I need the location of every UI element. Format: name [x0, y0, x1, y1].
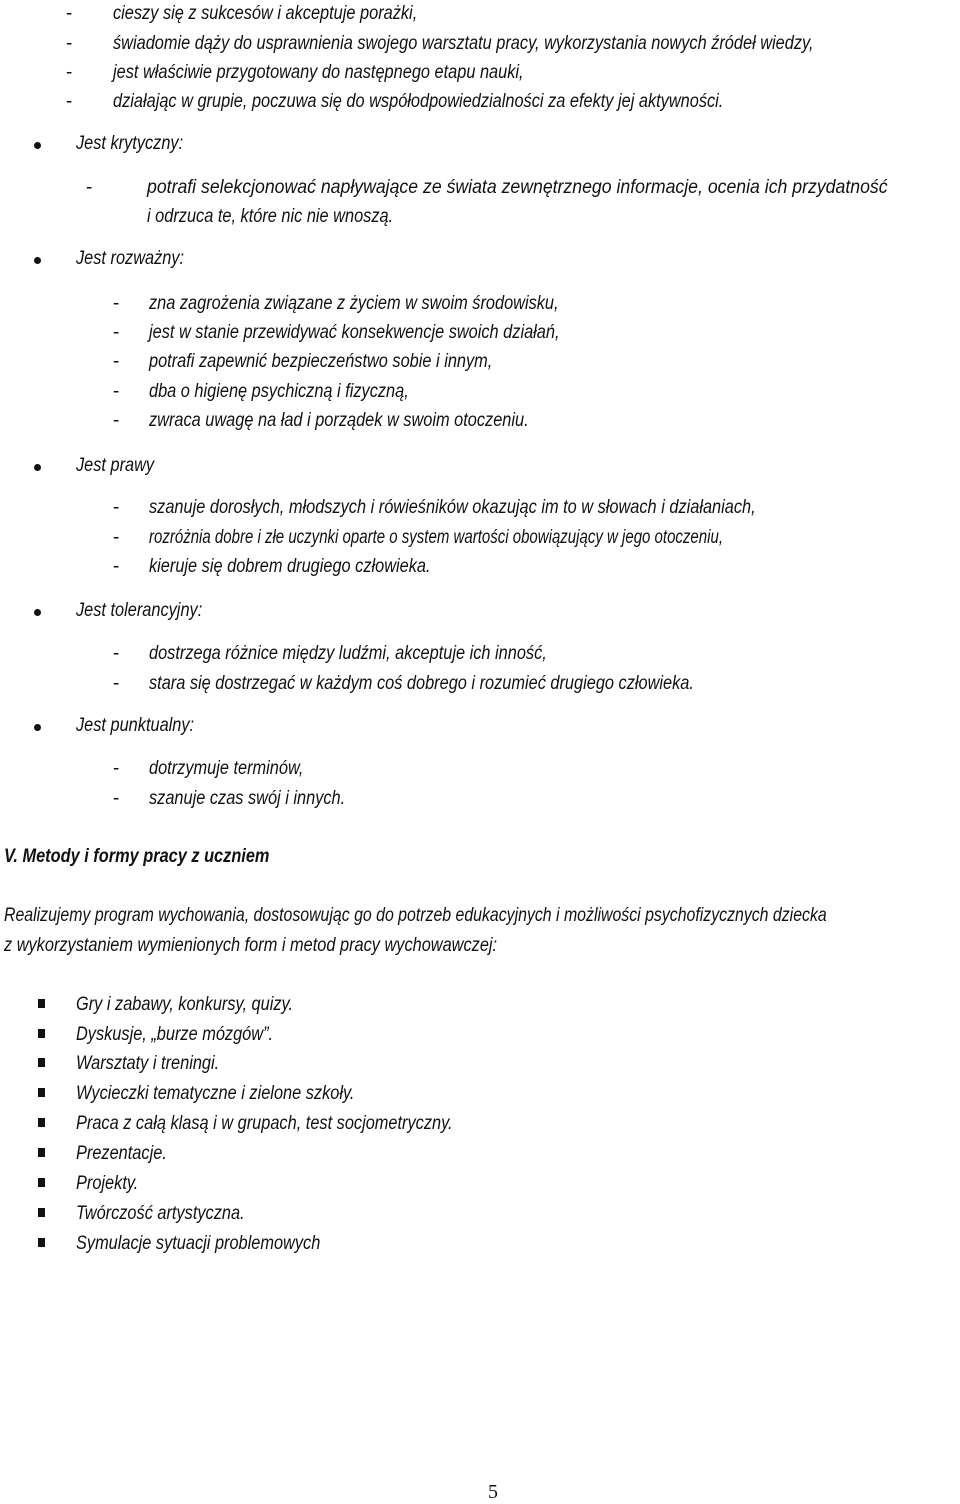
method-item: Wycieczki tematyczne i zielone szkoły.	[76, 1083, 355, 1104]
chapter-intro: Realizujemy program wychowania, dostosowując go do potrzeb edukacyjnych i możliwości psychofizycznych dziecka	[4, 905, 827, 926]
section-title: Jest rozważny:	[76, 248, 185, 269]
list-item: kieruje się dobrem drugiego człowieka.	[149, 556, 431, 577]
list-item: dotrzymuje terminów,	[149, 758, 304, 779]
square-bullet-icon	[38, 1148, 45, 1157]
square-bullet-icon	[38, 1178, 45, 1187]
list-dash: -	[113, 673, 120, 694]
list-dash: -	[113, 293, 120, 314]
page-number: 5	[488, 1481, 498, 1503]
list-item: szanuje czas swój i innych.	[149, 788, 346, 809]
section-title: Jest tolerancyjny:	[76, 600, 203, 621]
bullet-dot-icon	[34, 257, 41, 264]
method-item: Dyskusje, „burze mózgów”.	[76, 1024, 274, 1045]
method-item: Twórczość artystyczna.	[76, 1203, 245, 1224]
square-bullet-icon	[38, 1088, 45, 1097]
list-dash: -	[113, 643, 120, 664]
list-item: cieszy się z sukcesów i akceptuje porażki,	[113, 3, 418, 24]
list-item: stara się dostrzegać w każdym coś dobrego i rozumieć drugiego człowieka.	[149, 673, 694, 694]
list-item: jest w stanie przewidywać konsekwencje swoich działań,	[149, 322, 560, 343]
list-dash: -	[113, 351, 120, 372]
list-item: działając w grupie, poczuwa się do współodpowiedzialności za efekty jej aktywności.	[113, 91, 724, 112]
square-bullet-icon	[38, 1058, 45, 1067]
list-item: dba o higienę psychiczną i fizyczną,	[149, 381, 409, 402]
section-title: Jest punktualny:	[76, 715, 195, 736]
square-bullet-icon	[38, 1029, 45, 1038]
list-item: dostrzega różnice między ludźmi, akceptuje ich inność,	[149, 643, 547, 664]
method-item: Gry i zabawy, konkursy, quizy.	[76, 994, 294, 1015]
list-dash: -	[86, 177, 93, 198]
bullet-dot-icon	[34, 609, 41, 616]
list-dash: -	[113, 527, 120, 548]
list-dash: -	[66, 33, 73, 54]
list-dash: -	[113, 322, 120, 343]
method-item: Prezentacje.	[76, 1143, 167, 1164]
section-title: Jest prawy	[76, 455, 155, 476]
bullet-dot-icon	[34, 724, 41, 731]
list-item: zwraca uwagę na ład i porządek w swoim otoczeniu.	[149, 410, 529, 431]
bullet-dot-icon	[34, 142, 41, 149]
method-item: Symulacje sytuacji problemowych	[76, 1233, 321, 1254]
list-dash: -	[113, 410, 120, 431]
list-dash: -	[66, 3, 73, 24]
list-dash: -	[66, 62, 73, 83]
list-dash: -	[113, 788, 120, 809]
list-item: rozróżnia dobre i złe uczynki oparte o system wartości obowiązujący w jego otoczeniu,	[149, 527, 723, 548]
list-item: jest właściwie przygotowany do następnego etapu nauki,	[113, 62, 524, 83]
chapter-intro: z wykorzystaniem wymienionych form i metod pracy wychowawczej:	[4, 935, 498, 956]
method-item: Projekty.	[76, 1173, 139, 1194]
list-dash: -	[113, 381, 120, 402]
list-dash: -	[113, 758, 120, 779]
list-dash: -	[113, 497, 120, 518]
square-bullet-icon	[38, 1238, 45, 1247]
list-item: szanuje dorosłych, młodszych i rówieśników okazując im to w słowach i działaniach,	[149, 497, 756, 518]
square-bullet-icon	[38, 1208, 45, 1217]
list-item: świadomie dąży do usprawnienia swojego warsztatu pracy, wykorzystania nowych źródeł wiedzy,	[113, 33, 814, 54]
square-bullet-icon	[38, 1118, 45, 1127]
list-item: potrafi zapewnić bezpieczeństwo sobie i innym,	[149, 351, 493, 372]
list-item: potrafi selekcjonować napływające ze świata zewnętrznego informacje, ocenia ich przydatność	[147, 177, 888, 198]
list-item-continuation: i odrzuca te, które nic nie wnoszą.	[147, 206, 394, 227]
method-item: Warsztaty i treningi.	[76, 1053, 220, 1074]
square-bullet-icon	[38, 999, 45, 1008]
method-item: Praca z całą klasą i w grupach, test socjometryczny.	[76, 1113, 453, 1134]
list-item: zna zagrożenia związane z życiem w swoim środowisku,	[149, 293, 559, 314]
list-dash: -	[113, 556, 120, 577]
section-title: Jest krytyczny:	[76, 133, 184, 154]
list-dash: -	[66, 91, 73, 112]
chapter-heading: V. Metody i formy pracy z uczniem	[4, 846, 270, 867]
bullet-dot-icon	[34, 464, 41, 471]
